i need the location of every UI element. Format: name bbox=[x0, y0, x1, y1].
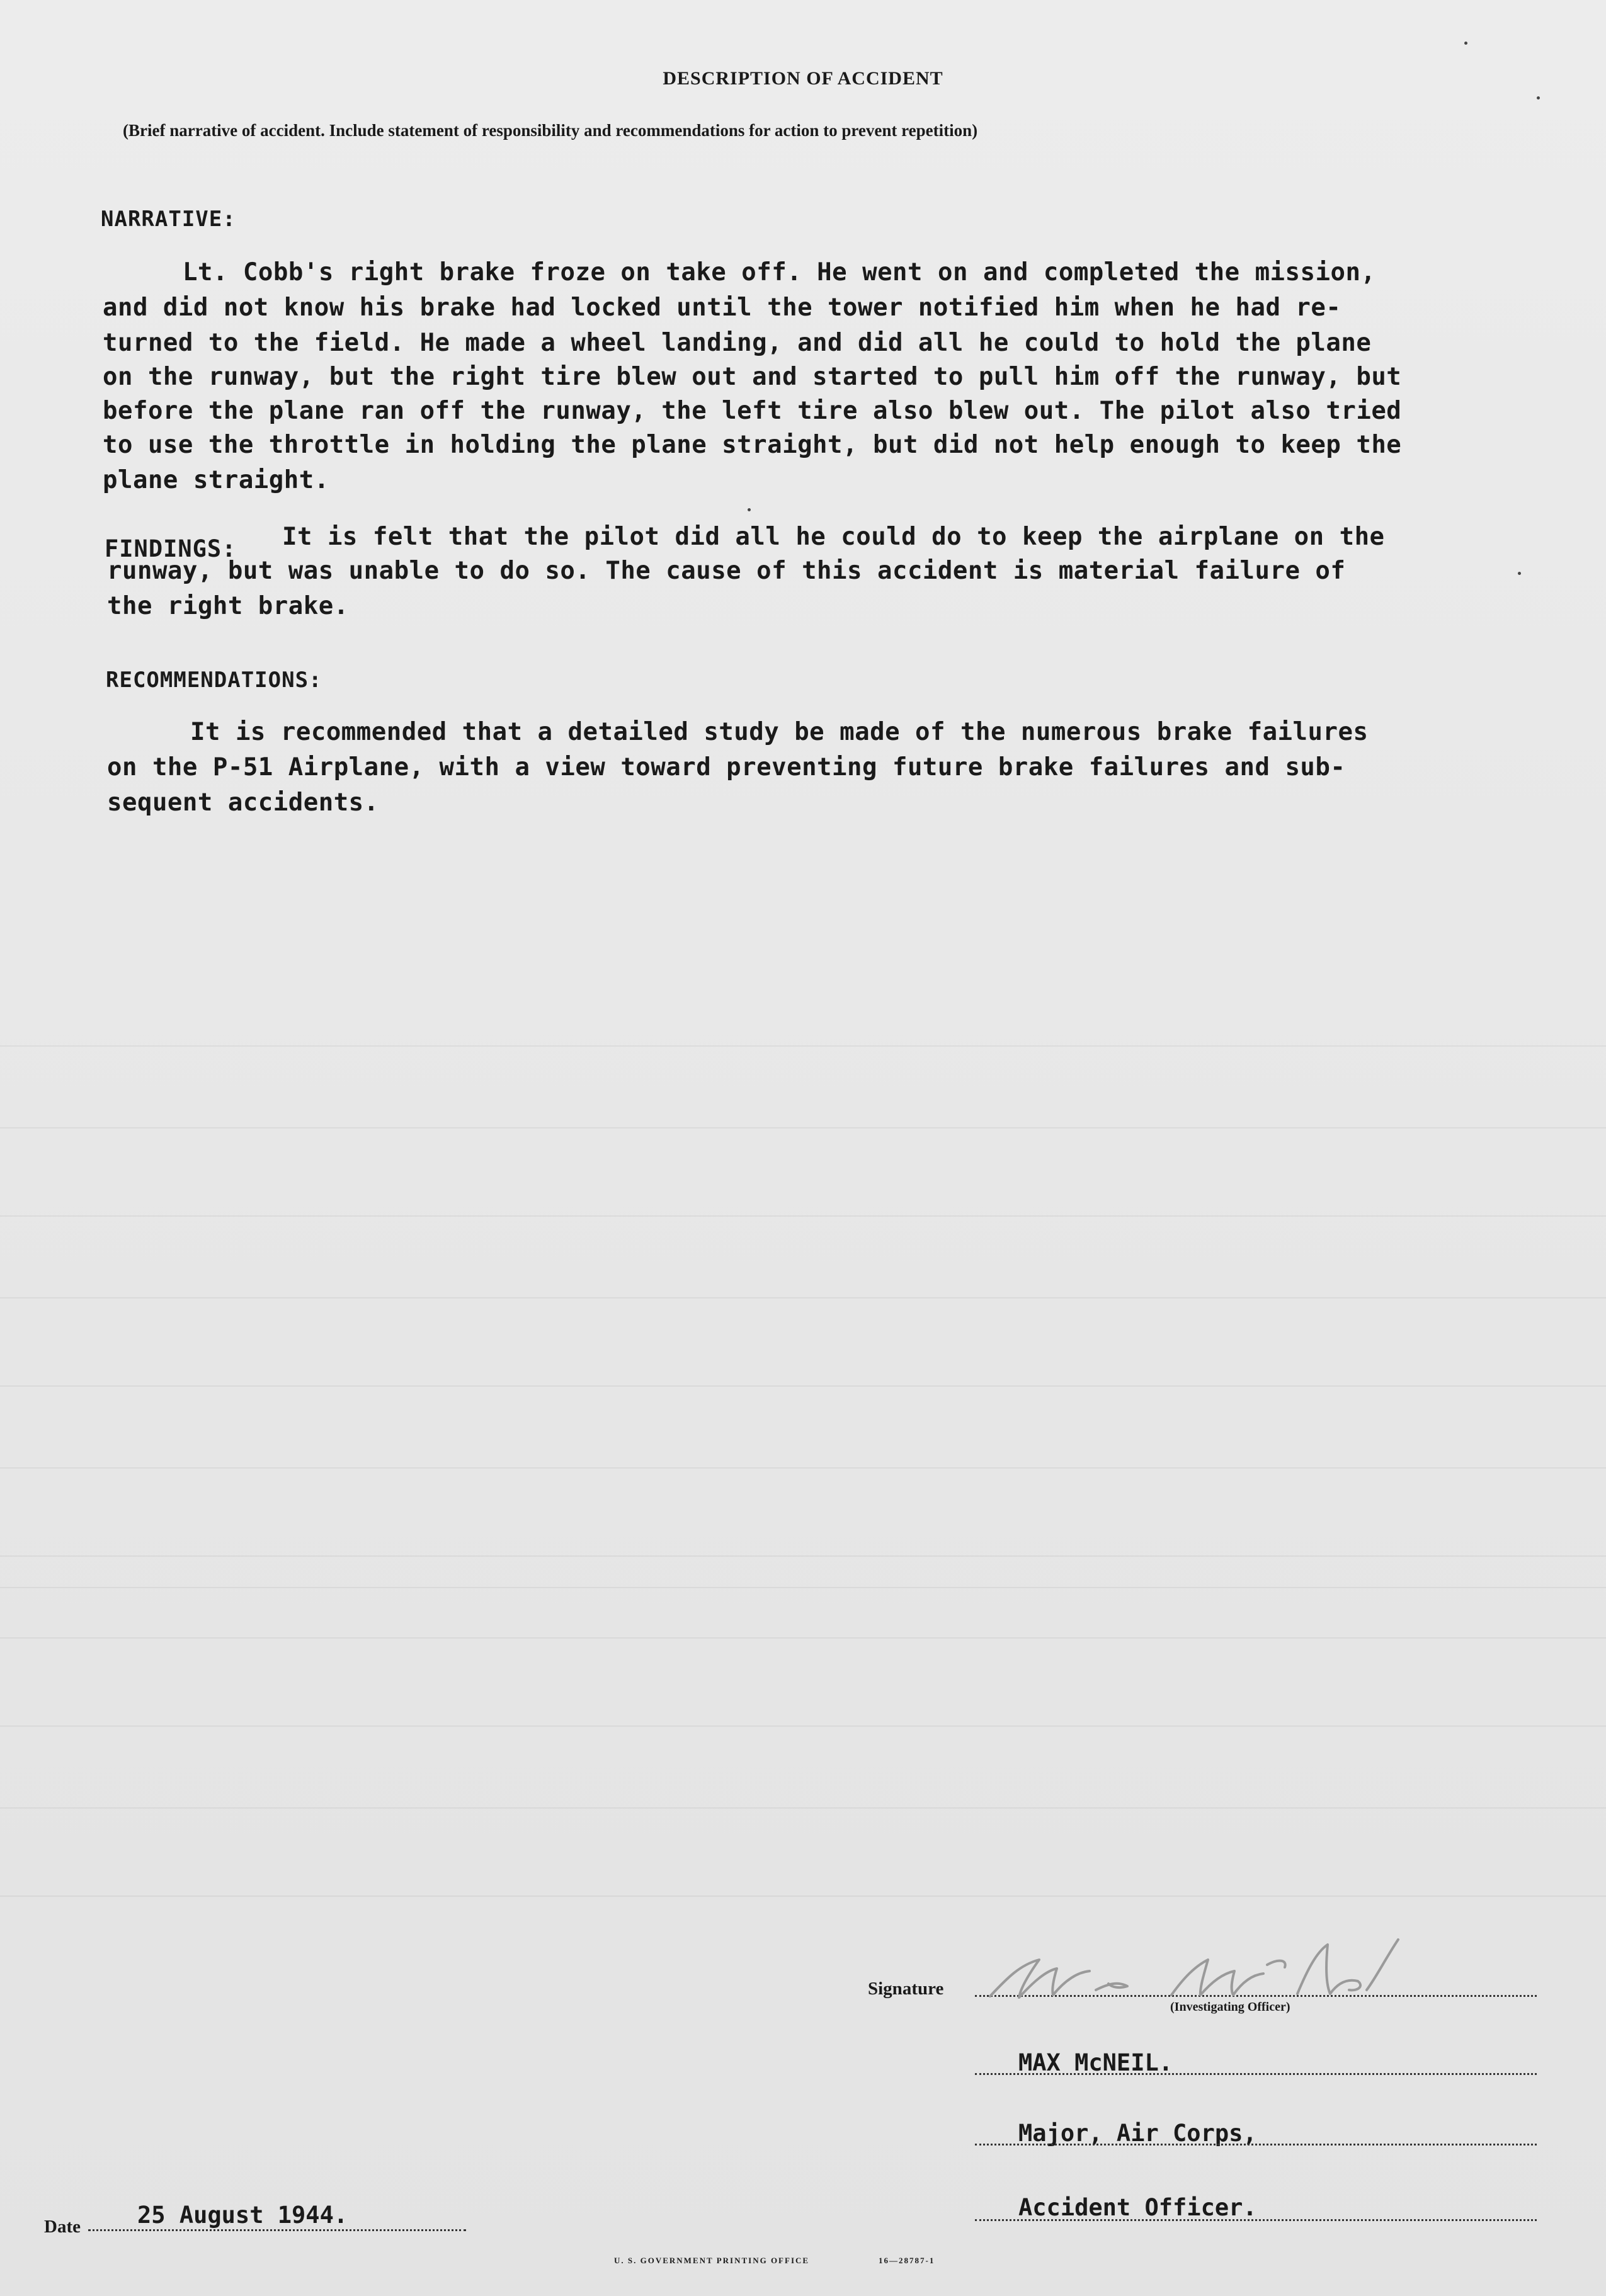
date-line bbox=[88, 2229, 466, 2231]
form-number: 16—28787-1 bbox=[879, 2256, 935, 2265]
narrative-line: plane straight. bbox=[103, 466, 329, 494]
paper-rule bbox=[0, 1385, 1606, 1387]
recommendations-line: on the P-51 Airplane, with a view toward preventing future brake failures and sub- bbox=[107, 753, 1346, 781]
paper-rule bbox=[0, 1127, 1606, 1128]
narrative-line: before the plane ran off the runway, the left tire also blew out. The pilot also tried bbox=[103, 397, 1402, 425]
signature-label: Signature bbox=[868, 1979, 944, 1999]
paper-rule bbox=[0, 1587, 1606, 1588]
scan-speck bbox=[1518, 572, 1521, 575]
findings-heading: FINDINGS: bbox=[105, 535, 237, 562]
findings-line: the right brake. bbox=[107, 592, 349, 620]
narrative-line: on the runway, but the right tire blew out and started to pull him off the runway, but bbox=[103, 363, 1402, 391]
date-label: Date bbox=[44, 2217, 81, 2237]
scan-speck bbox=[748, 508, 751, 511]
paper-rule bbox=[0, 1297, 1606, 1299]
handwritten-signature bbox=[982, 1921, 1411, 2009]
paper-rule bbox=[0, 1045, 1606, 1047]
paper-rule bbox=[0, 1807, 1606, 1809]
narrative-heading: NARRATIVE: bbox=[101, 207, 236, 232]
recommendations-heading: RECOMMENDATIONS: bbox=[106, 668, 322, 693]
paper-rule bbox=[0, 1895, 1606, 1897]
form-instructions: (Brief narrative of accident. Include statement of responsibility and recommendations for action to prevent repetition) bbox=[123, 121, 978, 140]
paper-rule bbox=[0, 1725, 1606, 1727]
paper-rule bbox=[0, 1555, 1606, 1557]
officer-title: Accident Officer. bbox=[1018, 2194, 1257, 2221]
findings-line: runway, but was unable to do so. The cause of this accident is material failure of bbox=[107, 557, 1346, 585]
scan-speck bbox=[1537, 96, 1540, 99]
paper-rule bbox=[0, 1467, 1606, 1469]
narrative-line: turned to the field. He made a wheel landing, and did all he could to hold the plane bbox=[103, 329, 1372, 357]
scan-speck bbox=[1464, 42, 1467, 45]
recommendations-line: sequent accidents. bbox=[107, 788, 379, 817]
rank-line bbox=[975, 2144, 1537, 2145]
narrative-line: Lt. Cobb's right brake froze on take off. He went on and completed the mission, bbox=[183, 258, 1376, 287]
date-value: 25 August 1944. bbox=[137, 2202, 348, 2229]
signature-caption: (Investigating Officer) bbox=[1170, 2000, 1290, 2014]
officer-rank: Major, Air Corps, bbox=[1018, 2120, 1257, 2147]
paper-rule bbox=[0, 1215, 1606, 1217]
form-title: DESCRIPTION OF ACCIDENT bbox=[663, 68, 943, 89]
narrative-line: and did not know his brake had locked until the tower notified him when he had re- bbox=[103, 293, 1341, 322]
recommendations-line: It is recommended that a detailed study be made of the numerous brake failures bbox=[190, 718, 1369, 746]
paper-rule bbox=[0, 1637, 1606, 1639]
findings-line: It is felt that the pilot did all he could do to keep the airplane on the bbox=[282, 523, 1385, 551]
printing-office-note: U. S. GOVERNMENT PRINTING OFFICE bbox=[614, 2256, 810, 2265]
name-line bbox=[975, 2073, 1537, 2075]
officer-name: MAX McNEIL. bbox=[1018, 2049, 1173, 2076]
narrative-line: to use the throttle in holding the plane straight, but did not help enough to keep the bbox=[103, 431, 1402, 459]
title-line bbox=[975, 2219, 1537, 2221]
